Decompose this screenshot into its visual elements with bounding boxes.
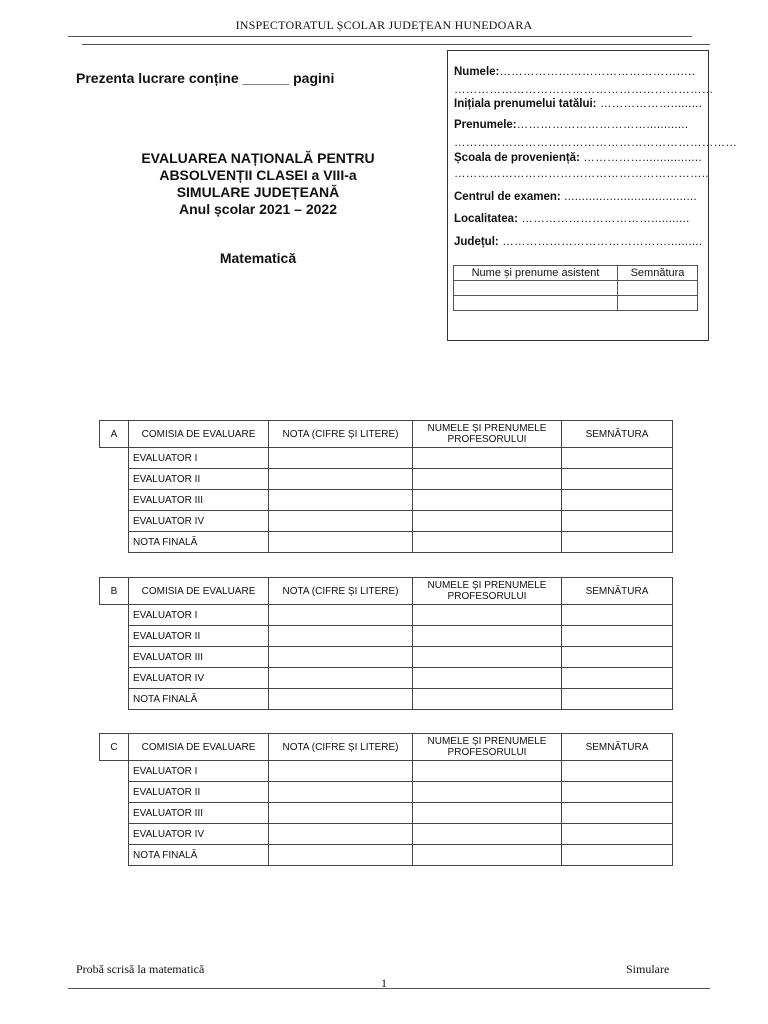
- signature-cell[interactable]: [562, 689, 673, 710]
- row-label: EVALUATOR III: [129, 490, 269, 511]
- table-row: [100, 448, 673, 469]
- col-profesor: NUMELE ȘI PRENUMELE PROFESORULUI: [413, 421, 562, 448]
- grade-cell[interactable]: [269, 647, 413, 668]
- prenumele-dots: ……………………………............: [516, 119, 689, 131]
- table-row: [100, 605, 673, 626]
- teacher-name-cell[interactable]: [413, 469, 562, 490]
- signature-cell[interactable]: [562, 490, 673, 511]
- grading-header-row: [100, 578, 673, 605]
- centrul-label: Centrul de examen:: [454, 191, 561, 203]
- row-label: NOTA FINALĂ: [129, 532, 269, 553]
- teacher-name-cell[interactable]: [413, 532, 562, 553]
- header-rule-top: [68, 36, 692, 37]
- grade-cell[interactable]: [269, 782, 413, 803]
- table-row: [100, 689, 673, 710]
- footer-left: Probă scrisă la matematică: [76, 962, 205, 976]
- initiala-dots: ……………….........: [596, 98, 703, 110]
- col-comisia: COMISIA DE EVALUARE: [129, 421, 269, 448]
- signature-cell[interactable]: [562, 647, 673, 668]
- teacher-name-cell[interactable]: [413, 511, 562, 532]
- col-profesor: NUMELE ȘI PRENUMELE PROFESORULUI: [413, 734, 562, 761]
- numele-dots: …………………………………………..: [499, 66, 696, 78]
- initiala-label: Inițiala prenumelui tatălui:: [454, 98, 597, 110]
- signature-cell[interactable]: [562, 803, 673, 824]
- grade-cell[interactable]: [269, 532, 413, 553]
- teacher-name-cell[interactable]: [413, 845, 562, 866]
- centrul-field[interactable]: [454, 190, 704, 204]
- teacher-name-cell[interactable]: [413, 626, 562, 647]
- table-row: [100, 824, 673, 845]
- assistant-signature-cell[interactable]: [618, 281, 698, 296]
- pages-count-line: Prezenta lucrare conține ______ pagini: [76, 70, 335, 86]
- table-row: [100, 469, 673, 490]
- grade-cell[interactable]: [269, 845, 413, 866]
- grade-cell[interactable]: [269, 668, 413, 689]
- table-row: [100, 532, 673, 553]
- signature-cell[interactable]: [562, 511, 673, 532]
- signature-cell[interactable]: [562, 824, 673, 845]
- scoala-field-continuation[interactable]: [454, 167, 709, 181]
- scoala-label: Școala de proveniență:: [454, 152, 580, 164]
- teacher-name-cell[interactable]: [413, 448, 562, 469]
- assistant-signature-cell[interactable]: [618, 296, 698, 311]
- grade-cell[interactable]: [269, 761, 413, 782]
- table-letter: B: [100, 578, 129, 605]
- teacher-name-cell[interactable]: [413, 782, 562, 803]
- col-semnatura: SEMNĂTURA: [562, 578, 673, 605]
- numele-field-continuation[interactable]: [454, 83, 714, 97]
- signature-cell[interactable]: [562, 782, 673, 803]
- col-comisia: COMISIA DE EVALUARE: [129, 734, 269, 761]
- candidate-identification-box: [447, 50, 738, 341]
- signature-cell[interactable]: [562, 532, 673, 553]
- table-row: [100, 626, 673, 647]
- assistant-table: [453, 265, 698, 311]
- row-label: EVALUATOR I: [129, 605, 269, 626]
- table-row: [100, 803, 673, 824]
- table-row: [100, 668, 673, 689]
- signature-cell[interactable]: [562, 761, 673, 782]
- col-nota: NOTA (CIFRE ȘI LITERE): [269, 734, 413, 761]
- grading-table-b: [99, 577, 673, 710]
- scoala-field[interactable]: [454, 151, 704, 165]
- centrul-dots: ......................................: [560, 191, 698, 203]
- col-comisia: COMISIA DE EVALUARE: [129, 578, 269, 605]
- signature-cell[interactable]: [562, 845, 673, 866]
- header-institution: INSPECTORATUL ȘCOLAR JUDEȚEAN HUNEDOARA: [235, 18, 533, 32]
- prenumele-field[interactable]: [454, 118, 704, 132]
- prenumele-label: Prenumele:: [454, 119, 517, 131]
- header-rule-bottom: [82, 44, 710, 45]
- signature-cell[interactable]: [562, 448, 673, 469]
- teacher-name-cell[interactable]: [413, 824, 562, 845]
- grade-cell[interactable]: [269, 689, 413, 710]
- table-row: [100, 761, 673, 782]
- footer-right: Simulare: [626, 962, 670, 976]
- teacher-name-cell[interactable]: [413, 647, 562, 668]
- row-label: EVALUATOR IV: [129, 824, 269, 845]
- grade-cell[interactable]: [269, 448, 413, 469]
- signature-cell[interactable]: [562, 605, 673, 626]
- row-label: EVALUATOR II: [129, 626, 269, 647]
- grading-table-a: [99, 420, 673, 553]
- teacher-name-cell[interactable]: [413, 689, 562, 710]
- row-label: EVALUATOR III: [129, 647, 269, 668]
- assistant-name-cell[interactable]: [454, 281, 618, 296]
- prenumele-cont-dots: ………………………………………………………………: [454, 137, 738, 149]
- row-label: EVALUATOR IV: [129, 511, 269, 532]
- assistant-name-header: Nume și prenume asistent: [454, 266, 618, 281]
- row-label: EVALUATOR IV: [129, 668, 269, 689]
- signature-cell[interactable]: [562, 626, 673, 647]
- judetul-field[interactable]: [454, 235, 704, 249]
- initiala-field[interactable]: [454, 97, 704, 111]
- title-line: Anul școlar 2021 – 2022: [179, 201, 337, 217]
- judetul-dots: ……………………………………..........: [498, 236, 703, 248]
- assistant-name-cell[interactable]: [454, 296, 618, 311]
- teacher-name-cell[interactable]: [413, 803, 562, 824]
- numele-cont-dots: …………………………………………………………: [454, 84, 714, 96]
- row-label: EVALUATOR II: [129, 782, 269, 803]
- title-line: EVALUAREA NAȚIONALĂ PENTRU: [141, 150, 375, 166]
- table-letter: A: [100, 421, 129, 448]
- prenumele-field-continuation[interactable]: [454, 136, 738, 150]
- grade-cell[interactable]: [269, 626, 413, 647]
- row-label: NOTA FINALĂ: [129, 689, 269, 710]
- col-nota: NOTA (CIFRE ȘI LITERE): [269, 421, 413, 448]
- col-semnatura: SEMNĂTURA: [562, 734, 673, 761]
- teacher-name-cell[interactable]: [413, 490, 562, 511]
- title-line: SIMULARE JUDEȚEANĂ: [176, 184, 340, 200]
- exam-title: [88, 150, 428, 218]
- teacher-name-cell[interactable]: [413, 605, 562, 626]
- table-row: [100, 845, 673, 866]
- scoala-cont-dots: ………………………………………………………..: [454, 168, 709, 180]
- col-profesor: NUMELE ȘI PRENUMELE PROFESORULUI: [413, 578, 562, 605]
- grade-cell[interactable]: [269, 490, 413, 511]
- numele-field[interactable]: [454, 65, 704, 79]
- col-nota: NOTA (CIFRE ȘI LITERE): [269, 578, 413, 605]
- table-row: [100, 782, 673, 803]
- table-row: [100, 647, 673, 668]
- assistant-signature-header: Semnătura: [618, 266, 698, 281]
- teacher-name-cell[interactable]: [413, 761, 562, 782]
- row-label: NOTA FINALĂ: [129, 845, 269, 866]
- judetul-label: Județul:: [454, 236, 499, 248]
- page-number: 1: [381, 976, 387, 990]
- title-line: ABSOLVENȚII CLASEI a VIII-a: [159, 167, 357, 183]
- grade-cell[interactable]: [269, 605, 413, 626]
- table-row: [100, 490, 673, 511]
- grading-header-row: [100, 421, 673, 448]
- row-label: EVALUATOR I: [129, 761, 269, 782]
- grading-table-c: [99, 733, 673, 866]
- scoala-dots: …………….................: [579, 152, 702, 164]
- grade-cell[interactable]: [269, 803, 413, 824]
- subject-title: Matematică: [219, 250, 297, 266]
- grade-cell[interactable]: [269, 824, 413, 845]
- signature-cell[interactable]: [562, 668, 673, 689]
- row-label: EVALUATOR I: [129, 448, 269, 469]
- row-label: EVALUATOR III: [129, 803, 269, 824]
- teacher-name-cell[interactable]: [413, 668, 562, 689]
- grading-header-row: [100, 734, 673, 761]
- row-label: EVALUATOR II: [129, 469, 269, 490]
- table-letter: C: [100, 734, 129, 761]
- numele-label: Numele:: [454, 66, 500, 78]
- table-row: [100, 511, 673, 532]
- grade-cell[interactable]: [269, 511, 413, 532]
- signature-cell[interactable]: [562, 469, 673, 490]
- localitatea-label: Localitatea:: [454, 213, 518, 225]
- localitatea-dots: ……………………………...........: [517, 213, 690, 225]
- col-semnatura: SEMNĂTURA: [562, 421, 673, 448]
- grade-cell[interactable]: [269, 469, 413, 490]
- localitatea-field[interactable]: [454, 212, 704, 226]
